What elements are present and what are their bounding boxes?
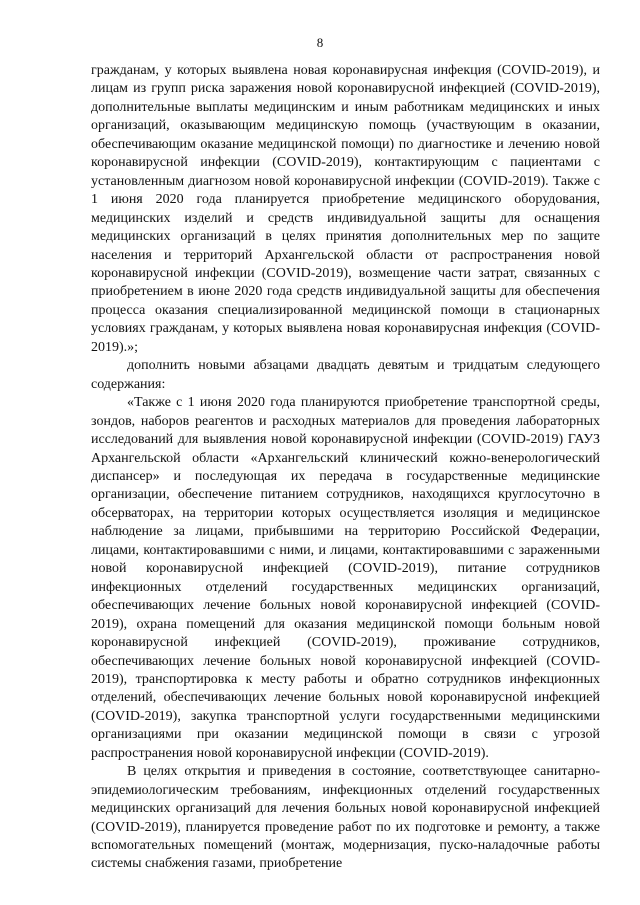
paragraph-quoted-addition: «Также с 1 июня 2020 года планируются приобретение транспортной среды, зондов, наборов реагентов и расходных материалов для проведения лабораторных исследований для выявления новой коронавирусной инфекции (COVID-2019) ГАУЗ Архангельской области «Архангельский клинический кожно-венерологический диспансер» и последующая их передача в государственные медицинские организации, обеспечение питанием сотрудников, находящихся круглосуточно в обсерваторах, на территории которых осуществляется изоляция и медицинское наблюдение за лицами, прибывшими на территорию Российской Федерации, лицами, контактировавшими с ними, и лицами, контактировавшими с зараженными новой коронавирусной инфекцией (COVID-2019), питание сотрудников инфекционных отделений государственных медицинских организаций, обеспечивающих лечение больных новой коронавирусной инфекцией (COVID-2019), охрана помещений для оказания медицинской помощи больным новой коронавирусной инфекцией (COVID-2019), проживание сотрудников, обеспечивающих лечение больных новой коронавирусной инфекцией (COVID-2019), транспортировка к месту работы и обратно сотрудников инфекционных отделений, обеспечивающих лечение больных новой коронавирусной инфекцией (COVID-2019), закупка транспортной услуги государственными медицинскими организациями при оказании медицинской помощи в связи с угрозой распространения новой коронавирусной инфекции (COVID-2019). (91, 395, 600, 761)
page-number: 8 (316, 35, 324, 50)
paragraph-amendment-instruction: дополнить новыми абзацами двадцать девятым и тридцатым следующего содержания: (91, 358, 600, 392)
paragraph-continuation: гражданам, у которых выявлена новая коронавирусная инфекция (COVID-2019), и лицам из групп риска заражения новой коронавирусной инфекцией (COVID-2019), дополнительные выплаты медицинским и иным работникам медицинских и иных организаций, оказывающим медицинскую помощь (участвующим в оказании, обеспечивающим оказание медицинской помощи) по диагностике и лечению новой коронавирусной инфекции (COVID-2019), контактирующим с пациентами с установленным диагнозом новой коронавирусной инфекции (COVID-2019). Также с 1 июня 2020 года планируется приобретение медицинского оборудования, медицинских изделий и средств индивидуальной защиты для оснащения медицинских организаций в целях принятия дополнительных мер по защите населения и территорий Архангельской области от распространения новой коронавирусной инфекции (COVID-2019), возмещение части затрат, связанных с приобретением в июне 2020 года средств индивидуальной защиты для обеспечения процесса оказания специализированной медицинской помощи в стационарных условиях гражданам, у которых выявлена новая коронавирусная инфекция (COVID-2019).»; (91, 63, 600, 355)
document-body (91, 62, 600, 874)
paragraph-infection-departments: В целях открытия и приведения в состояние, соответствующее санитарно-эпидемиологическим требованиям, инфекционных отделений государственных медицинских организаций для лечения больных новой коронавирусной инфекцией (COVID-2019), планируется проведение работ по их подготовке и ремонту, а также вспомогательных помещений (монтаж, модернизация, пуско-наладочные работы системы снабжения газами, приобретение (91, 764, 600, 872)
